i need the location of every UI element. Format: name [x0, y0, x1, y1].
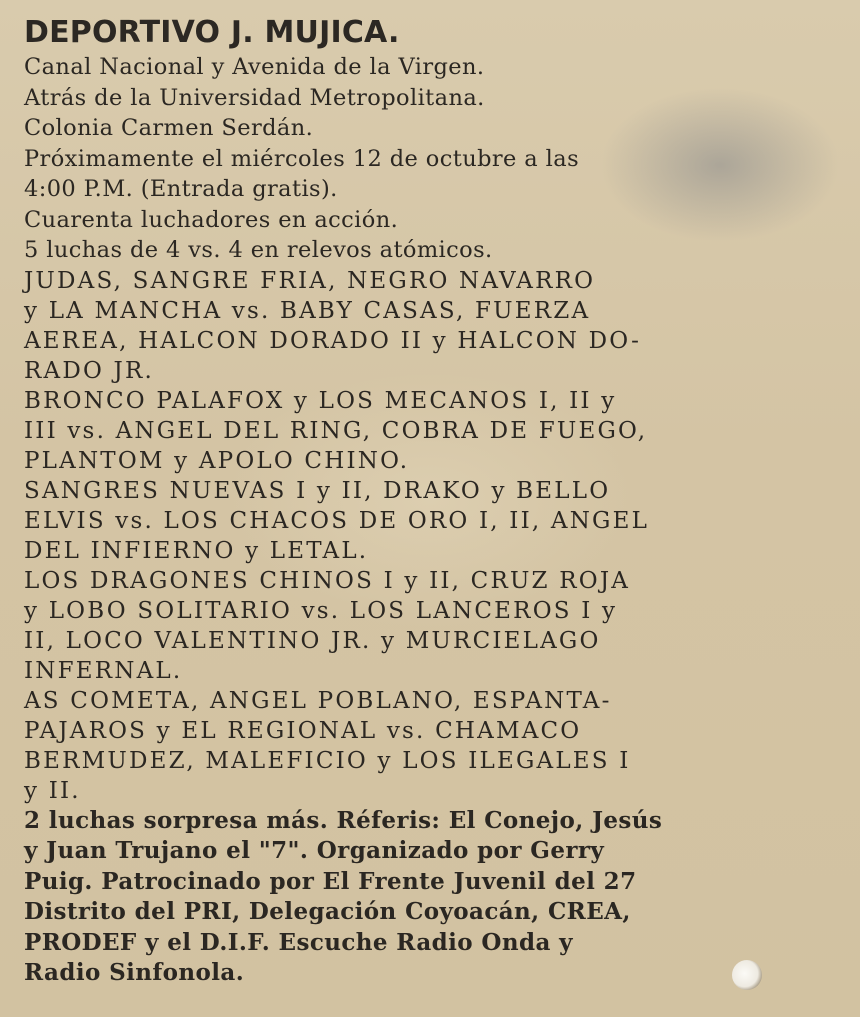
match-5-line: BERMUDEZ, MALEFICIO y LOS ILEGALES I [24, 747, 631, 774]
match-2-line: III vs. ANGEL DEL RING, COBRA DE FUEGO, [24, 417, 648, 444]
sponsor-line: Puig. Patrocinado por El Frente Juvenil del 27 [24, 867, 637, 895]
match-1-line: JUDAS, SANGRE FRIA, NEGRO NAVARRO [24, 267, 596, 294]
match-format-line: 5 luchas de 4 vs. 4 en relevos atómicos. [24, 237, 493, 263]
match-2-line: BRONCO PALAFOX y LOS MECANOS I, II y [24, 387, 617, 414]
match-2-line: PLANTOM y APOLO CHINO. [24, 447, 410, 474]
radio-line: PRODEF y el D.I.F. Escuche Radio Onda y [24, 928, 573, 956]
fight-card [24, 266, 824, 806]
sponsor-line: Distrito del PRI, Delegación Coyoacán, CREA, [24, 898, 631, 926]
match-3-line: DEL INFIERNO y LETAL. [24, 537, 369, 564]
match-4-line: LOS DRAGONES CHINOS I y II, CRUZ ROJA [24, 567, 631, 594]
match-4-line: II, LOCO VALENTINO JR. y MURCIELAGO [24, 627, 601, 654]
match-5-line: PAJAROS y EL REGIONAL vs. CHAMACO [24, 717, 582, 744]
time-line: 4:00 P.M. (Entrada gratis). [24, 176, 338, 202]
date-line: Próximamente el miércoles 12 de octubre a las [24, 145, 580, 172]
match-1-line: y LA MANCHA vs. BABY CASAS, FUERZA [24, 297, 591, 324]
match-3-line: ELVIS vs. LOS CHACOS DE ORO I, II, ANGEL [24, 507, 650, 534]
wrestler-count-line: Cuarenta luchadores en acción. [24, 206, 399, 233]
address-reference-line: Atrás de la Universidad Metropolitana. [24, 84, 485, 111]
match-5-line: AS COMETA, ANGEL POBLANO, ESPANTA- [24, 687, 612, 714]
match-4-line: y LOBO SOLITARIO vs. LOS LANCEROS I y [24, 597, 618, 624]
event-details [24, 52, 824, 266]
match-1-line: RADO JR. [24, 357, 154, 384]
radio-line: Radio Sinfonola. [24, 959, 245, 987]
match-5-line: y II. [24, 777, 81, 804]
referees-line: 2 luchas sorpresa más. Réferis: El Conejo, Jesús [24, 806, 663, 834]
closing-notes [24, 806, 824, 990]
referees-organizer-line: y Juan Trujano el "7". Organizado por Gerry [24, 837, 605, 865]
match-1-line: AEREA, HALCON DORADO II y HALCON DO- [24, 327, 642, 354]
venue-title: DEPORTIVO J. MUJICA. [24, 15, 400, 50]
event-announcement [24, 14, 824, 989]
match-3-line: SANGRES NUEVAS I y II, DRAKO y BELLO [24, 477, 611, 504]
address-line: Canal Nacional y Avenida de la Virgen. [24, 54, 485, 80]
paper-hole [732, 960, 762, 990]
match-4-line: INFERNAL. [24, 657, 183, 684]
neighborhood-line: Colonia Carmen Serdán. [24, 115, 314, 141]
